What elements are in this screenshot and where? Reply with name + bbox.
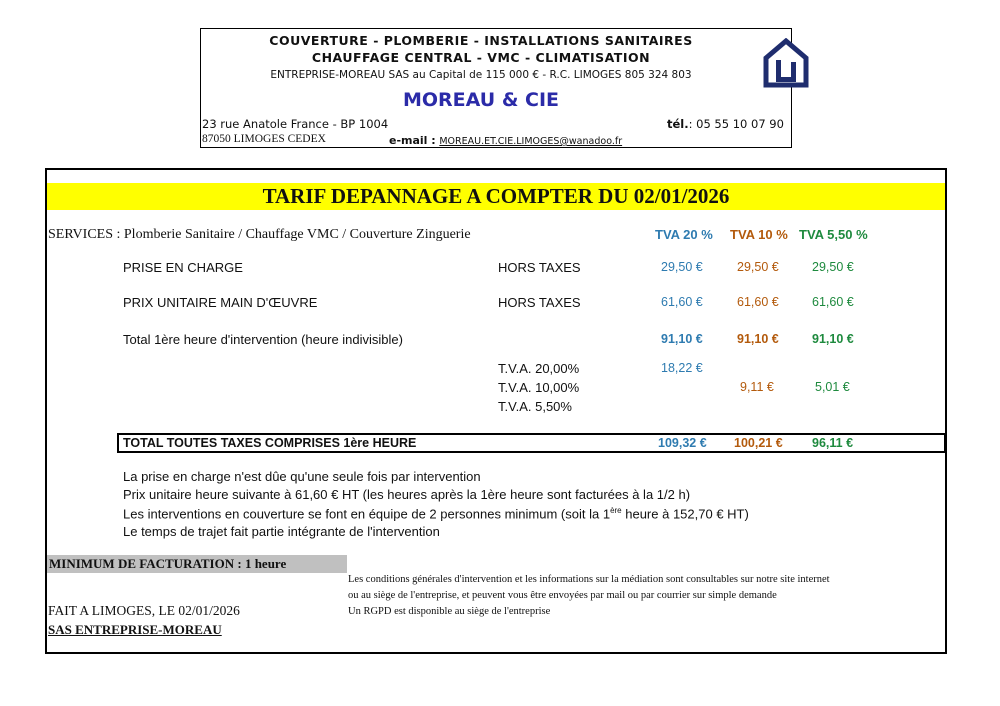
value-tva10-amount: 9,11 € xyxy=(740,380,774,394)
tva-label-20: T.V.A. 20,00% xyxy=(498,361,580,376)
letterhead-registration: ENTREPRISE-MOREAU SAS au Capital de 115 000 € - R.C. LIMOGES 805 324 803 xyxy=(270,69,692,81)
note-temps-trajet: Le temps de trajet fait partie intégrante de l'intervention xyxy=(123,524,440,539)
company-name: MOREAU & CIE xyxy=(402,89,559,111)
services-label: SERVICES : Plomberie Sanitaire / Chauffage VMC / Couverture Zinguerie xyxy=(48,227,471,242)
address-line1: 23 rue Anatole France - BP 1004 xyxy=(202,117,389,131)
note-couverture-part1: Les interventions en couverture se font en équipe de 2 personnes minimum (soit la 1 xyxy=(123,506,611,522)
value-total-first-hour-tva10: 91,10 € xyxy=(737,332,779,346)
value-ttc-tva55: 96,11 € xyxy=(812,436,854,450)
row-label-total-ttc: TOTAL TOUTES TAXES COMPRISES 1ère HEURE xyxy=(123,436,417,450)
note-couverture-sup: ère xyxy=(610,506,622,515)
signature-company: SAS ENTREPRISE-MOREAU xyxy=(48,622,222,637)
page-title: TARIF DEPANNAGE A COMPTER DU 02/01/2026 xyxy=(262,184,730,208)
email-link[interactable]: MOREAU.ET.CIE.LIMOGES@wanadoo.fr xyxy=(439,136,623,147)
house-logo-icon xyxy=(763,38,809,88)
email xyxy=(389,133,622,147)
row-type-main-oeuvre: HORS TAXES xyxy=(498,295,581,310)
made-at-date: FAIT A LIMOGES, LE 02/01/2026 xyxy=(48,603,240,618)
value-ttc-tva10: 100,21 € xyxy=(734,436,783,450)
value-main-oeuvre-tva20: 61,60 € xyxy=(661,295,703,309)
tva-label-55: T.V.A. 5,50% xyxy=(498,399,572,414)
phone-label: tél. xyxy=(667,117,689,131)
value-total-first-hour-tva20: 91,10 € xyxy=(661,332,703,346)
row-label-prise-en-charge: PRISE EN CHARGE xyxy=(123,260,243,275)
value-prise-tva10: 29,50 € xyxy=(737,260,779,274)
row-type-prise-en-charge: HORS TAXES xyxy=(498,260,581,275)
note-prise-en-charge: La prise en charge n'est dûe qu'une seule fois par intervention xyxy=(123,469,481,484)
note-heure-suivante: Prix unitaire heure suivante à 61,60 € HT (les heures après la 1ère heure sont facturées à la 1/2 h) xyxy=(123,487,691,502)
value-main-oeuvre-tva10: 61,60 € xyxy=(737,295,779,309)
value-tva20-amount: 18,22 € xyxy=(661,361,703,375)
column-header-tva10: TVA 10 % xyxy=(730,227,788,242)
column-header-tva55: TVA 5,50 % xyxy=(799,227,868,242)
value-main-oeuvre-tva55: 61,60 € xyxy=(812,295,854,309)
value-tva55-amount: 5,01 € xyxy=(815,380,850,394)
email-label: e-mail : xyxy=(389,134,436,147)
letterhead-trades-line2: CHAUFFAGE CENTRAL - VMC - CLIMATISATION xyxy=(311,50,651,65)
note-couverture-equipe xyxy=(123,506,749,521)
address-line2: 87050 LIMOGES CEDEX xyxy=(202,133,326,145)
row-label-total-first-hour: Total 1ère heure d'intervention (heure indivisible) xyxy=(123,332,403,347)
value-total-first-hour-tva55: 91,10 € xyxy=(812,332,854,346)
column-header-tva20: TVA 20 % xyxy=(655,227,713,242)
minimum-facturation: MINIMUM DE FACTURATION : 1 heure xyxy=(49,556,287,571)
letterhead-trades-line1: COUVERTURE - PLOMBERIE - INSTALLATIONS SANITAIRES xyxy=(269,33,693,48)
conditions-line1: Les conditions générales d'intervention et les informations sur la médiation sont consultables sur notre site internet xyxy=(348,574,830,585)
row-label-main-oeuvre: PRIX UNITAIRE MAIN D'ŒUVRE xyxy=(123,295,318,310)
letterhead xyxy=(200,28,792,148)
conditions-line3: Un RGPD est disponible au siège de l'entreprise xyxy=(348,606,551,617)
tva-label-10: T.V.A. 10,00% xyxy=(498,380,580,395)
note-couverture-part2: heure à 152,70 € HT) xyxy=(621,506,749,522)
value-ttc-tva20: 109,32 € xyxy=(658,436,707,450)
value-prise-tva20: 29,50 € xyxy=(661,260,703,274)
phone xyxy=(667,117,784,131)
phone-value: : 05 55 10 07 90 xyxy=(688,117,784,131)
conditions-line2: ou au siège de l'entreprise, et peuvent vous être envoyées par mail ou par courrier sur simple demande xyxy=(348,590,777,601)
value-prise-tva55: 29,50 € xyxy=(812,260,854,274)
